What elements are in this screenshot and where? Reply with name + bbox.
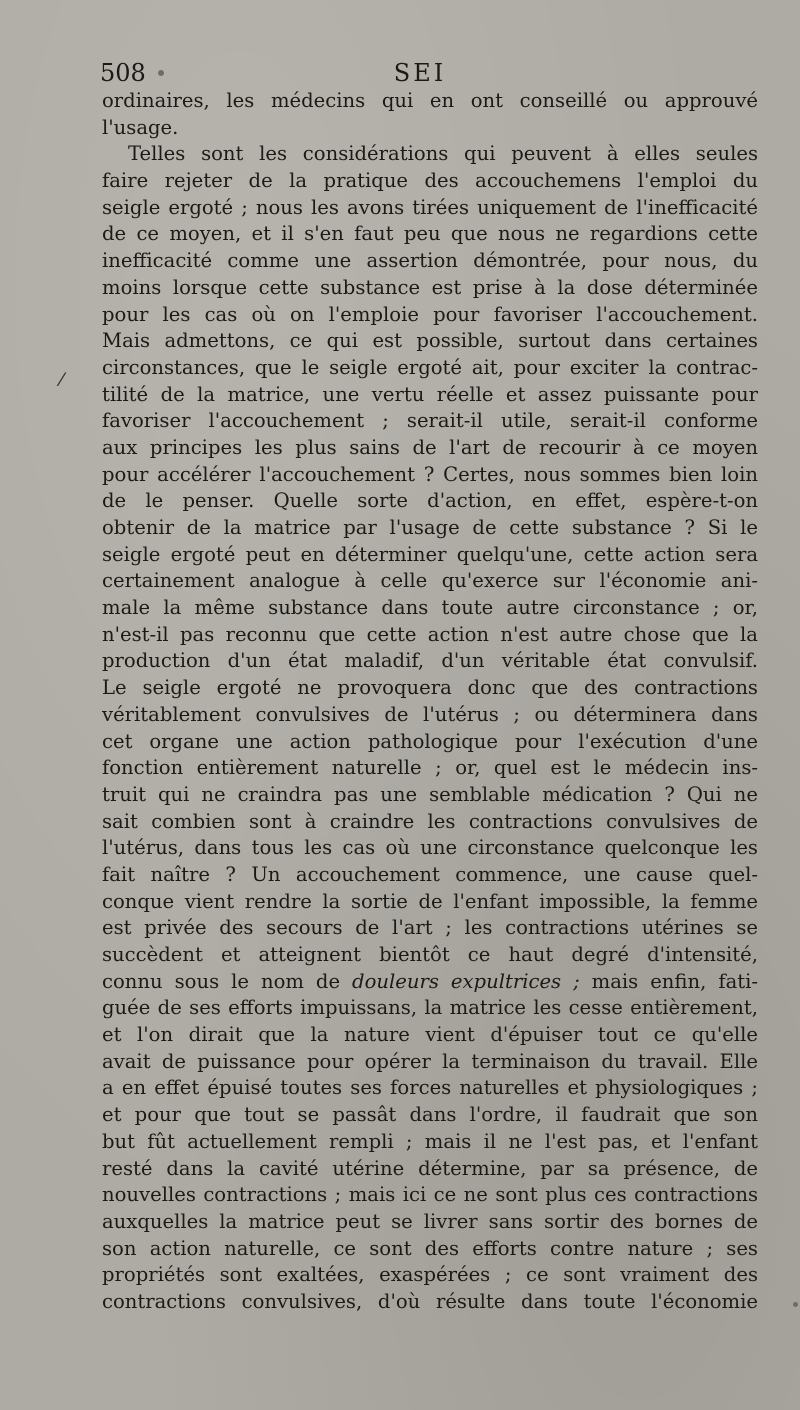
text-line: guée de ses efforts impuissans, la matrice les cesse entièrement, xyxy=(102,996,758,1020)
text-run: mais enfin, fati- xyxy=(579,969,759,993)
text-line: et l'on dirait que la nature vient d'épuiser tout ce qu'elle xyxy=(102,1023,758,1047)
text-line: circonstances, que le seigle ergoté ait, pour exciter la contrac- xyxy=(102,355,758,379)
text-line: Telles sont les considérations qui peuvent à elles seules xyxy=(128,142,758,166)
text-line: conque vient rendre la sortie de l'enfant impossible, la femme xyxy=(102,889,758,913)
text-line: est privée des secours de l'art ; les contractions utérines se xyxy=(102,916,758,940)
page-header xyxy=(100,56,740,90)
page-number: 508 xyxy=(100,59,146,87)
text-line: Mais admettons, ce qui est possible, surtout dans certaines xyxy=(102,329,758,353)
text-line: contractions convulsives, d'où résulte dans toute l'économie xyxy=(102,1289,758,1313)
text-line: obtenir de la matrice par l'usage de cette substance ? Si le xyxy=(102,516,758,539)
text-line: son action naturelle, ce sont des efforts contre nature ; ses xyxy=(102,1236,758,1260)
text-line: succèdent et atteignent bientôt ce haut degré d'intensité, xyxy=(102,943,758,966)
text-line: faire rejeter de la pratique des accouchemens l'emploi du xyxy=(102,169,758,193)
text-line: cet organe une action pathologique pour l'exécution d'une xyxy=(102,729,758,753)
text-line: aux principes les plus sains de l'art de recourir à ce moyen xyxy=(102,435,758,459)
text-line: resté dans la cavité utérine détermine, par sa présence, de xyxy=(102,1156,758,1180)
text-line: seigle ergoté peut en déterminer quelqu'une, cette action sera xyxy=(102,542,758,566)
running-head: SEI xyxy=(393,59,447,87)
text-line: truit qui ne craindra pas une semblable médication ? Qui ne xyxy=(102,782,758,806)
text-line: but fût actuellement rempli ; mais il ne l'est pas, et l'enfant xyxy=(102,1129,758,1153)
text-line: pour les cas où on l'emploie pour favoriser l'accouchement. xyxy=(102,302,758,326)
text-line: ordinaires, les médecins qui en ont conseillé ou approuvé xyxy=(102,89,758,112)
margin-mark: ⁄ xyxy=(60,370,64,391)
text-line: de le penser. Quelle sorte d'action, en effet, espère-t-on xyxy=(102,489,758,513)
paper-speck xyxy=(793,1302,798,1307)
text-line: véritablement convulsives de l'utérus ; ou déterminera dans xyxy=(102,702,758,726)
text-line: de ce moyen, et il s'en faut peu que nous ne regardions cette xyxy=(102,222,758,246)
text-line: l'utérus, dans tous les cas où une circonstance quelconque les xyxy=(102,836,758,860)
text-run: connu sous le nom de xyxy=(102,969,353,993)
text-line: fonction entièrement naturelle ; or, quel est le médecin ins- xyxy=(102,756,758,780)
text-line: l'usage. xyxy=(102,115,179,139)
text-line: sait combien sont à craindre les contractions convulsives de xyxy=(102,809,758,833)
text-line: certainement analogue à celle qu'exerce sur l'économie ani- xyxy=(102,569,758,593)
text-line: propriétés sont exaltées, exaspérées ; ce sont vraiment des xyxy=(102,1263,758,1287)
text-line: a en effet épuisé toutes ses forces naturelles et physiologiques ; xyxy=(102,1076,758,1100)
body-text xyxy=(102,88,758,1316)
paper-speck xyxy=(158,70,164,76)
text-line: seigle ergoté ; nous les avons tirées uniquement de l'inefficacité xyxy=(102,195,758,219)
text-line: inefficacité comme une assertion démontrée, pour nous, du xyxy=(102,249,758,273)
text-line: fait naître ? Un accouchement commence, une cause quel- xyxy=(102,862,758,886)
text-line: moins lorsque cette substance est prise à la dose déterminée xyxy=(102,275,758,299)
text-line: n'est-il pas reconnu que cette action n'est autre chose que la xyxy=(102,622,758,646)
text-line: Le seigle ergoté ne provoquera donc que des contractions xyxy=(102,676,758,700)
italic-term: douleurs expultrices ; xyxy=(352,969,580,993)
text-line: production d'un état maladif, d'un véritable état convulsif. xyxy=(102,649,758,673)
text-line: nouvelles contractions ; mais ici ce ne sont plus ces contractions xyxy=(102,1183,758,1207)
text-line: pour accélérer l'accouchement ? Certes, nous sommes bien loin xyxy=(102,462,758,486)
text-line: auxquelles la matrice peut se livrer sans sortir des bornes de xyxy=(102,1209,758,1233)
text-line: favoriser l'accouchement ; serait-il utile, serait-il conforme xyxy=(102,409,758,433)
text-line xyxy=(102,969,758,996)
text-line: tilité de la matrice, une vertu réelle et assez puissante pour xyxy=(102,382,758,406)
text-line: avait de puissance pour opérer la terminaison du travail. Elle xyxy=(102,1049,758,1073)
text-line: male la même substance dans toute autre circonstance ; or, xyxy=(102,596,758,620)
text-line: et pour que tout se passât dans l'ordre, il faudrait que son xyxy=(102,1103,758,1127)
